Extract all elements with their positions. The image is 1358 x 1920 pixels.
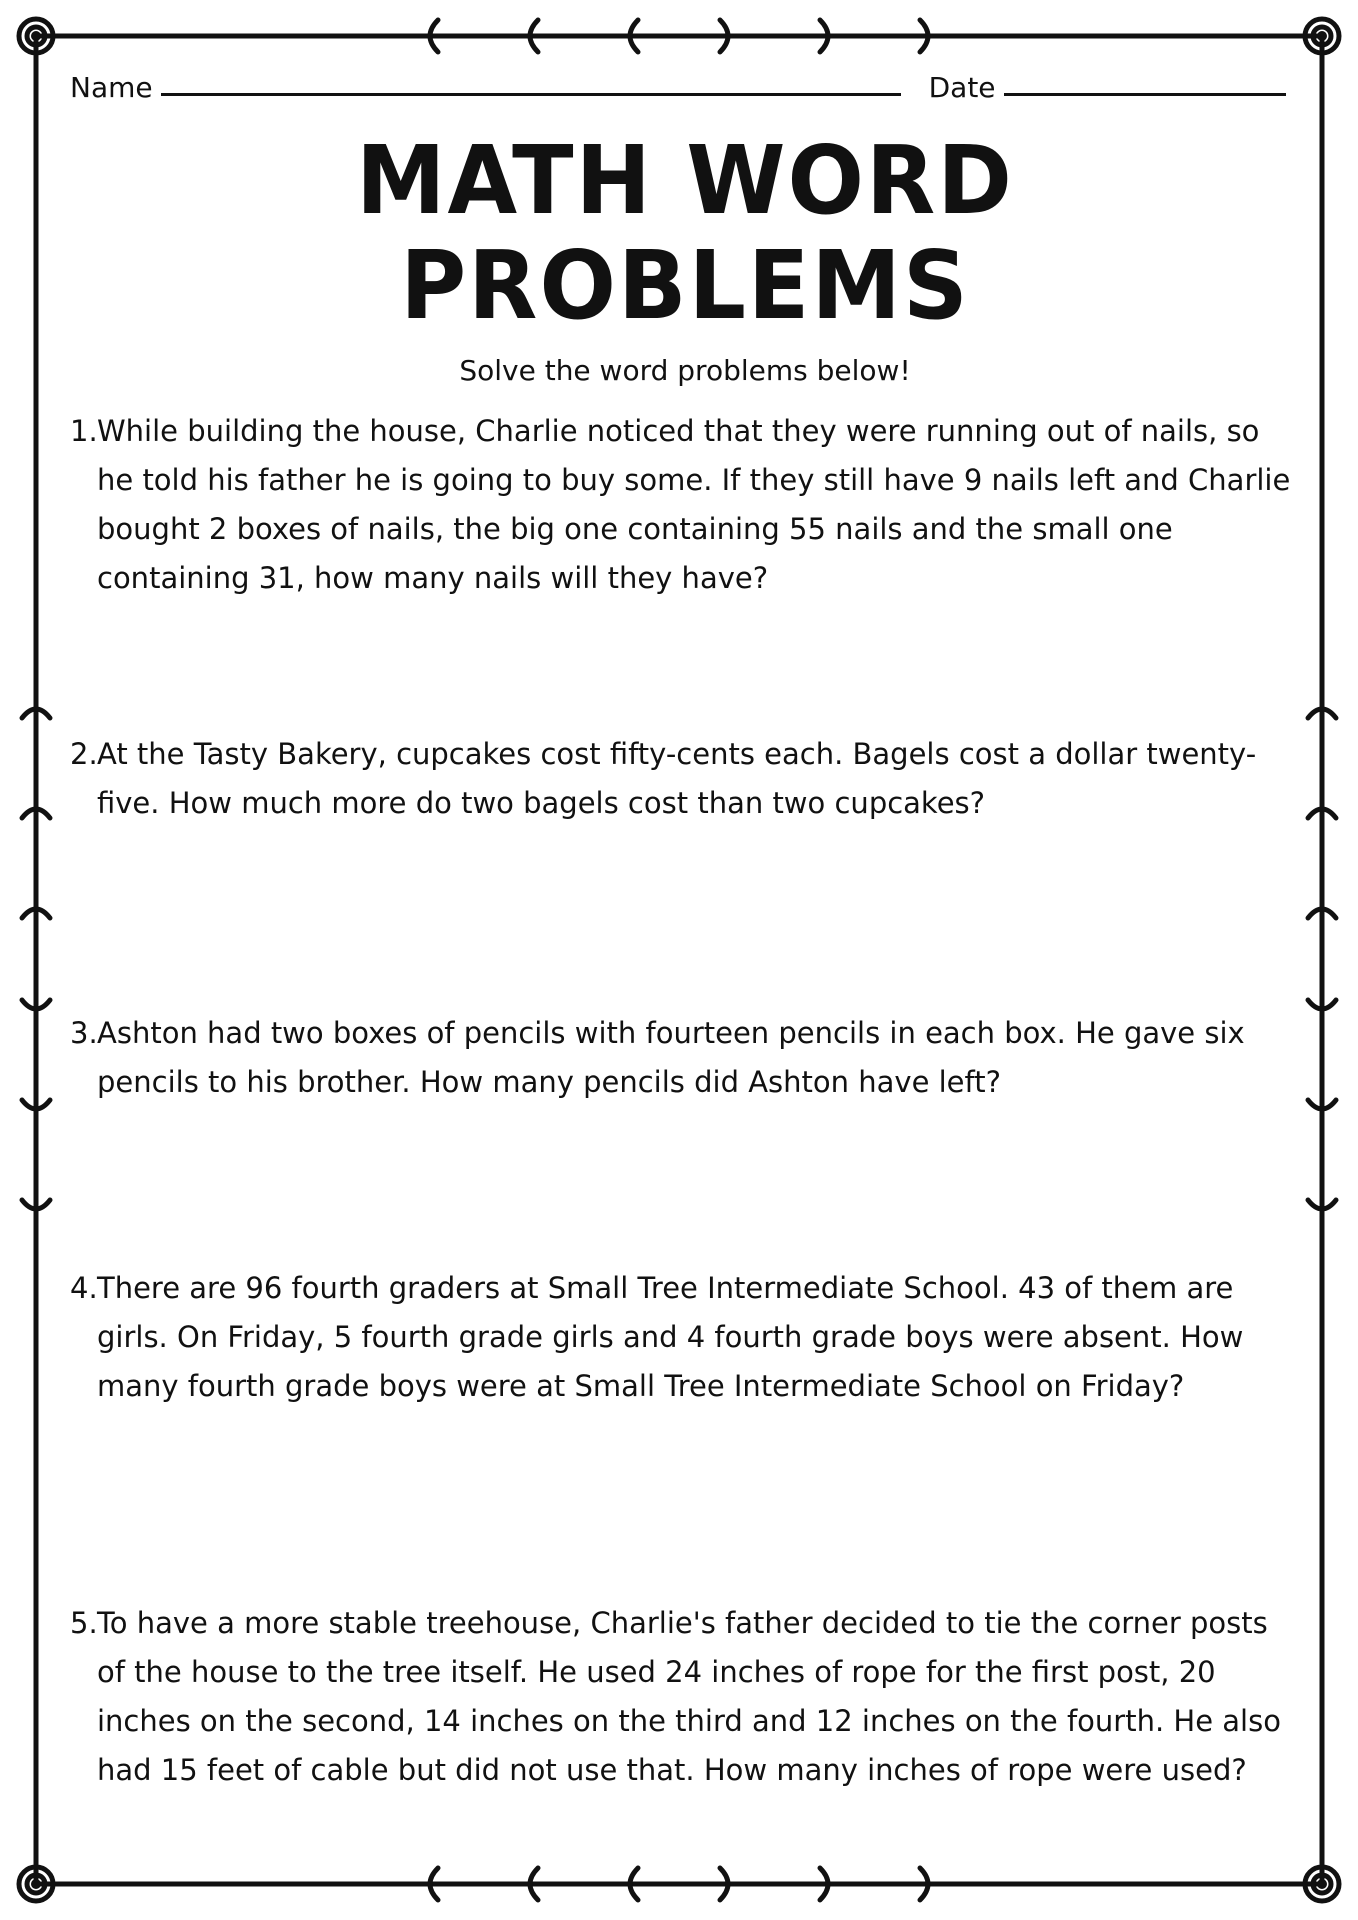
page-title: MATH WORD PROBLEMS <box>355 125 1015 342</box>
page-subtitle: Solve the word problems below! <box>459 354 911 387</box>
problem-text: There are 96 fourth graders at Small Tree Intermediate School. 43 of them are girls. On Friday, 5 fourth grade girls and 4 fourth grade boys were absent. How many fourth grade boys were at Small Tree Intermediate School on Friday? <box>97 1271 1244 1403</box>
problem-number: 5. <box>70 1606 98 1640</box>
problem-text: At the Tasty Bakery, cupcakes cost fifty-cents each. Bagels cost a dollar twenty-five. How much more do two bagels cost than two cupcakes? <box>97 737 1257 820</box>
worksheet-content <box>70 60 1300 1795</box>
problem-item-2 <box>70 730 1300 828</box>
problem-list <box>70 407 1300 1795</box>
name-label: Name <box>70 71 153 104</box>
problem-number: 3. <box>70 1016 98 1050</box>
problem-number: 1. <box>70 414 98 448</box>
problem-number: 4. <box>70 1271 98 1305</box>
problem-item-4 <box>70 1264 1300 1411</box>
problem-text: To have a more stable treehouse, Charlie's father decided to tie the corner posts of the house to the tree itself. He used 24 inches of rope for the first post, 20 inches on the second, 14 inches on the third and 12 inches on the fourth. He also had 15 feet of cable but did not use that. How many inches of rope were used? <box>97 1606 1281 1787</box>
problem-text: Ashton had two boxes of pencils with fourteen pencils in each box. He gave six pencils to his brother. How many pencils did Ashton have left? <box>97 1016 1245 1099</box>
problem-number: 2. <box>70 737 98 771</box>
problem-item-1 <box>70 407 1300 603</box>
problem-item-3 <box>70 1009 1300 1107</box>
problem-item-5 <box>70 1599 1300 1795</box>
header-row <box>70 60 1300 104</box>
name-field[interactable] <box>161 67 901 96</box>
date-label: Date <box>928 71 996 104</box>
problem-text: While building the house, Charlie noticed that they were running out of nails, so he told his father he is going to buy some. If they still have 9 nails left and Charlie bought 2 boxes of nails, the big one containing 55 nails and the small one containing 31, how many nails will they have? <box>97 414 1291 595</box>
date-field[interactable] <box>1004 67 1286 96</box>
